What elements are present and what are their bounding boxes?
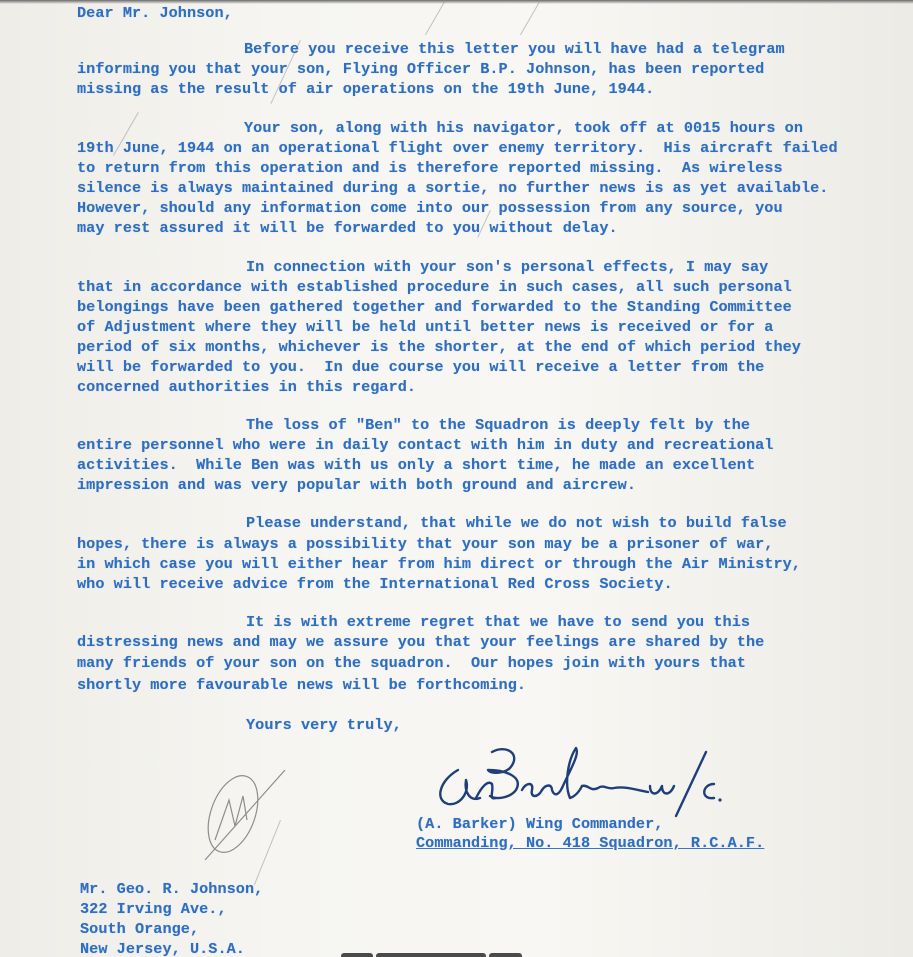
recipient-name: Mr. Geo. R. Johnson, bbox=[80, 880, 264, 898]
signatory-command: Commanding, No. 418 Squadron, R.C.A.F. bbox=[416, 834, 765, 852]
paragraph-6-line-1: It is with extreme regret that we have to send you this bbox=[246, 613, 751, 631]
paragraph-5-line-1: Please understand, that while we do not wish to build false bbox=[246, 514, 787, 532]
signatory-name-rank: (A. Barker) Wing Commander, bbox=[416, 815, 664, 833]
paragraph-6-line-4: shortly more favourable news will be forthcoming. bbox=[77, 676, 527, 694]
paragraph-4-line-4: impression and was very popular with both ground and aircrew. bbox=[77, 476, 637, 494]
paragraph-1-line-2: informing you that your son, Flying Officer B.P. Johnson, has been reported bbox=[77, 60, 765, 78]
pencil-stroke bbox=[520, 0, 541, 35]
paragraph-5-line-2: hopes, there is always a possibility that your son may be a prisoner of war, bbox=[77, 535, 774, 553]
paragraph-3-line-6: will be forwarded to you. In due course you will receive a letter from the bbox=[77, 358, 765, 376]
viewer-toolbar-button[interactable] bbox=[376, 953, 486, 957]
paragraph-2-line-2: 19th June, 1944 on an operational flight over enemy territory. His aircraft failed bbox=[77, 139, 838, 157]
paragraph-2-line-4: silence is always maintained during a sortie, no further news is as yet available. bbox=[77, 179, 829, 197]
paragraph-4-line-3: activities. While Ben was with us only a short time, he made an excellent bbox=[77, 456, 756, 474]
paragraph-6-line-2: distressing news and may we assure you that your feelings are shared by the bbox=[77, 633, 765, 651]
paragraph-2-line-6: may rest assured it will be forwarded to you without delay. bbox=[77, 219, 618, 237]
pencil-stroke bbox=[425, 0, 446, 35]
salutation: Dear Mr. Johnson, bbox=[77, 4, 233, 22]
paragraph-5-line-3: in which case you will either hear from him direct or through the Air Ministry, bbox=[77, 555, 801, 573]
paragraph-6-line-3: many friends of your son on the squadron. Our hopes join with yours that bbox=[77, 654, 746, 672]
handwritten-signature bbox=[430, 740, 730, 820]
paragraph-1-line-3: missing as the result of air operations on the 19th June, 1944. bbox=[77, 80, 655, 98]
closing: Yours very truly, bbox=[246, 716, 402, 734]
pencil-initials bbox=[185, 770, 295, 860]
paragraph-1-line-1: Before you receive this letter you will have had a telegram bbox=[244, 40, 785, 58]
paragraph-5-line-4: who will receive advice from the International Red Cross Society. bbox=[77, 575, 673, 593]
viewer-toolbar-button[interactable] bbox=[489, 953, 522, 957]
paragraph-2-line-1: Your son, along with his navigator, took off at 0015 hours on bbox=[244, 119, 804, 137]
paragraph-3-line-2: that in accordance with established procedure in such cases, all such personal bbox=[77, 278, 792, 296]
viewer-toolbar-button[interactable] bbox=[341, 953, 373, 957]
paragraph-2-line-3: to return from this operation and is therefore reported missing. As wireless bbox=[77, 159, 783, 177]
recipient-city: South Orange, bbox=[80, 920, 200, 938]
recipient-state-country: New Jersey, U.S.A. bbox=[80, 940, 245, 957]
paragraph-4-line-2: entire personnel who were in daily contact with him in duty and recreational bbox=[77, 436, 774, 454]
paragraph-3-line-5: period of six months, whichever is the shorter, at the end of which period they bbox=[77, 338, 801, 356]
paragraph-3-line-4: of Adjustment where they will be held until better news is received or for a bbox=[77, 318, 774, 336]
paragraph-3-line-1: In connection with your son's personal effects, I may say bbox=[246, 258, 769, 276]
paragraph-3-line-7: concerned authorities in this regard. bbox=[77, 378, 417, 396]
paragraph-3-line-3: belongings have been gathered together and forwarded to the Standing Committee bbox=[77, 298, 792, 316]
recipient-street: 322 Irving Ave., bbox=[80, 900, 227, 918]
paragraph-4-line-1: The loss of "Ben" to the Squadron is deeply felt by the bbox=[246, 416, 751, 434]
paragraph-2-line-5: However, should any information come into our possession from any source, you bbox=[77, 199, 783, 217]
